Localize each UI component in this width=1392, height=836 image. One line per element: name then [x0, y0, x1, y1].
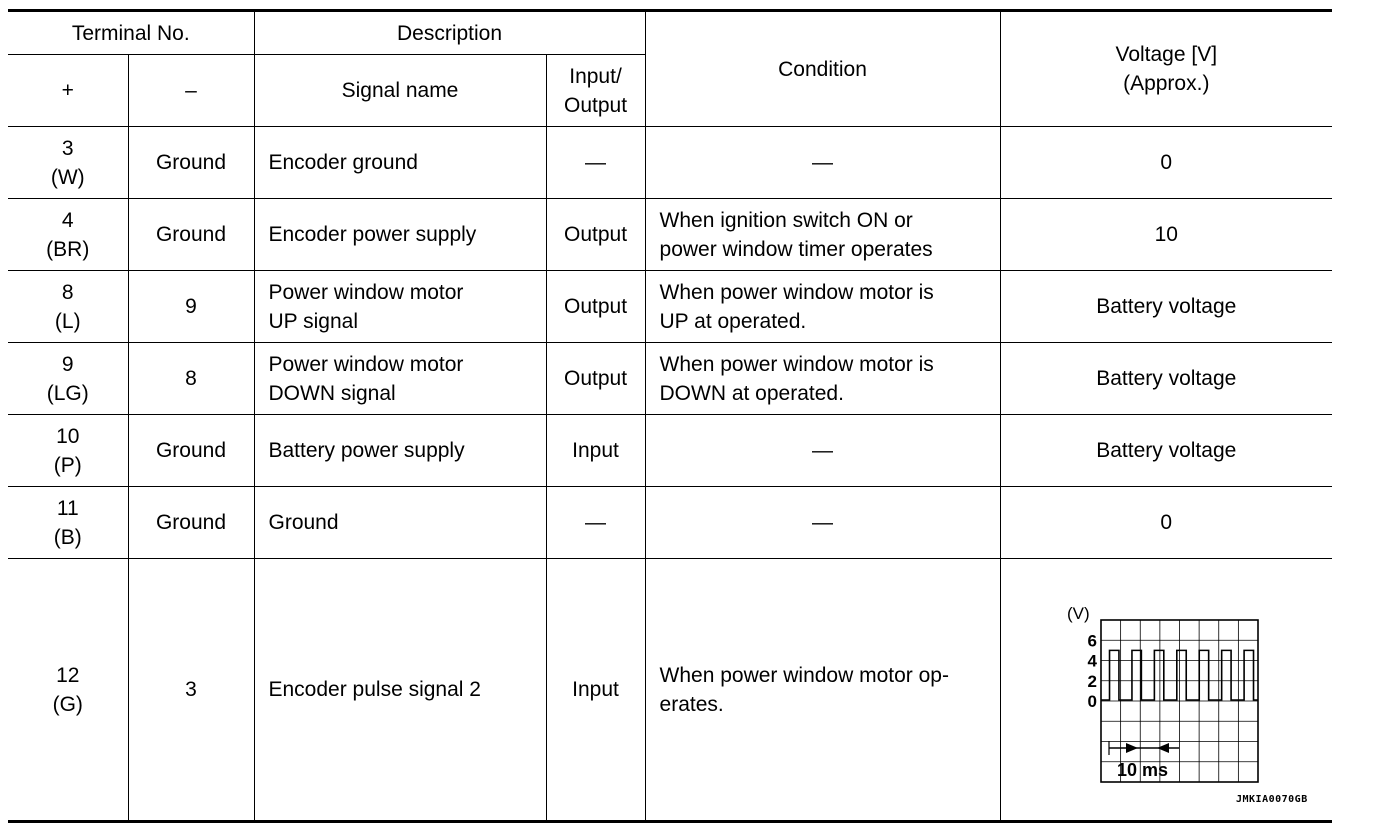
voltage: 0 — [1000, 127, 1332, 199]
signal-name: Encoder ground — [254, 127, 546, 199]
condition: When power window motor is DOWN at operated. — [645, 343, 1000, 415]
figure-id: JMKIA0070GB — [1236, 794, 1308, 805]
header-signal-name: Signal name — [254, 55, 546, 127]
header-terminal-no: Terminal No. — [8, 11, 254, 55]
signal-name: Encoder power supply — [254, 199, 546, 271]
terminal-plus: 11 (B) — [8, 487, 128, 559]
waveform-y-ticks — [1087, 631, 1097, 711]
terminal-plus: 3 (W) — [8, 127, 128, 199]
waveform-grid — [1101, 620, 1258, 782]
header-voltage: Voltage [V] (Approx.) — [1000, 11, 1332, 127]
waveform-unit-label: (V) — [1066, 604, 1090, 623]
time-scale-arrows — [1109, 741, 1179, 755]
y-tick-label: 4 — [1087, 651, 1097, 671]
voltage: Battery voltage — [1000, 343, 1332, 415]
terminal-plus: 8 (L) — [8, 271, 128, 343]
input-output: Output — [546, 199, 645, 271]
terminal-minus: Ground — [128, 487, 254, 559]
table-row — [8, 127, 1332, 199]
terminal-plus: 4 (BR) — [8, 199, 128, 271]
signal-name: Power window motor UP signal — [254, 271, 546, 343]
voltage: 10 — [1000, 199, 1332, 271]
terminal-plus: 10 (P) — [8, 415, 128, 487]
table-row — [8, 415, 1332, 487]
condition: — — [645, 127, 1000, 199]
terminal-plus: 12 (G) — [8, 559, 128, 822]
pulse-waveform — [1001, 559, 1331, 820]
terminal-minus: 9 — [128, 271, 254, 343]
voltage-waveform-cell — [1000, 559, 1332, 822]
y-tick-label: 6 — [1087, 631, 1097, 651]
signal-name: Power window motor DOWN signal — [254, 343, 546, 415]
input-output: Output — [546, 343, 645, 415]
header-description: Description — [254, 11, 645, 55]
terminal-table — [8, 9, 1332, 823]
voltage: 0 — [1000, 487, 1332, 559]
voltage: Battery voltage — [1000, 415, 1332, 487]
voltage: Battery voltage — [1000, 271, 1332, 343]
input-output: Input — [546, 559, 645, 822]
terminal-minus: 3 — [128, 559, 254, 822]
input-output: — — [546, 127, 645, 199]
condition: When power window motor op- erates. — [645, 559, 1000, 822]
table-row — [8, 487, 1332, 559]
condition: — — [645, 415, 1000, 487]
terminal-minus: Ground — [128, 127, 254, 199]
table-row — [8, 559, 1332, 822]
input-output: Input — [546, 415, 645, 487]
signal-name: Encoder pulse signal 2 — [254, 559, 546, 822]
table-row — [8, 199, 1332, 271]
condition: — — [645, 487, 1000, 559]
header-condition: Condition — [645, 11, 1000, 127]
signal-name: Battery power supply — [254, 415, 546, 487]
terminal-plus: 9 (LG) — [8, 343, 128, 415]
signal-name: Ground — [254, 487, 546, 559]
y-tick-label: 0 — [1087, 692, 1097, 711]
input-output: Output — [546, 271, 645, 343]
terminal-minus: 8 — [128, 343, 254, 415]
header-minus: – — [128, 55, 254, 127]
terminal-minus: Ground — [128, 199, 254, 271]
table-row — [8, 343, 1332, 415]
header-plus: + — [8, 55, 128, 127]
y-tick-label: 2 — [1087, 671, 1097, 691]
table-row — [8, 271, 1332, 343]
terminal-minus: Ground — [128, 415, 254, 487]
input-output: — — [546, 487, 645, 559]
header-input-output: Input/ Output — [546, 55, 645, 127]
condition: When power window motor is UP at operated. — [645, 271, 1000, 343]
condition: When ignition switch ON or power window timer operates — [645, 199, 1000, 271]
waveform-time-label: 10 ms — [1116, 760, 1168, 780]
